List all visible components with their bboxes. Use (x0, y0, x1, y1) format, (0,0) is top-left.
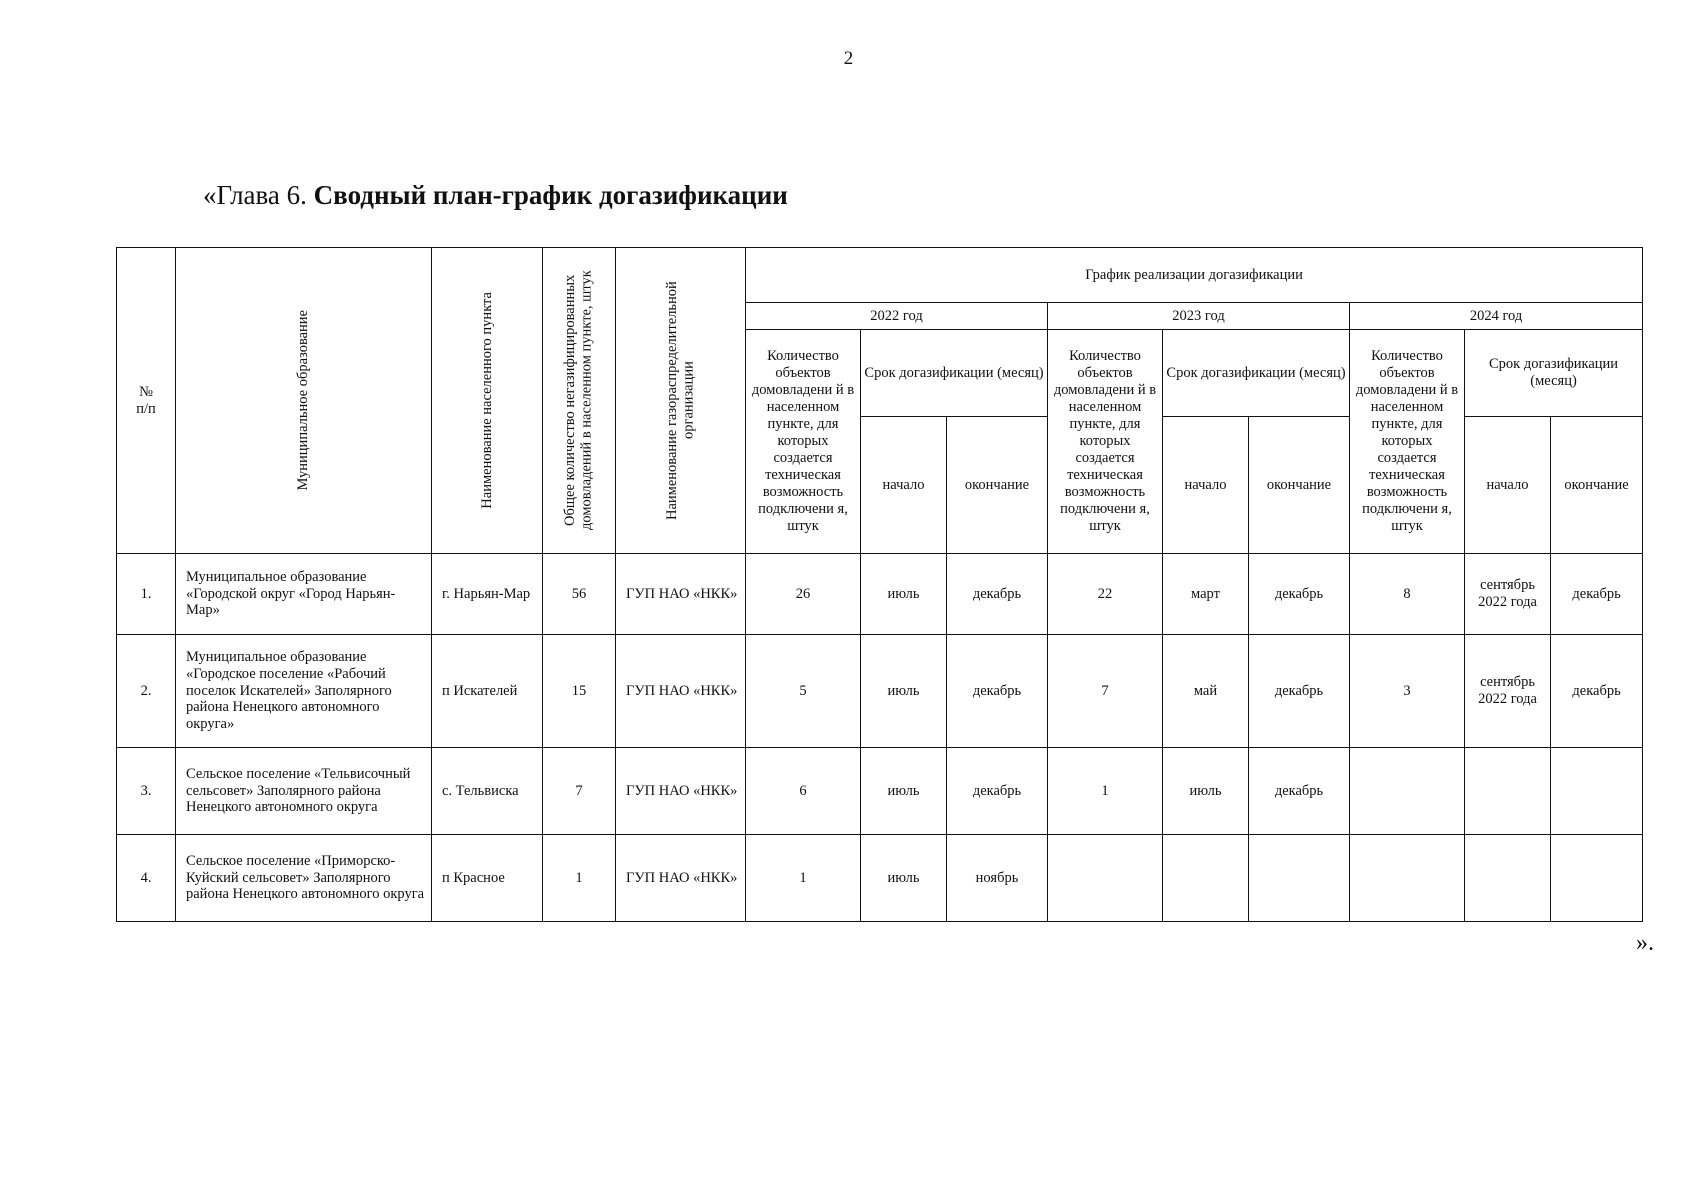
row-count-2022: 1 (746, 835, 861, 922)
row-num: 4. (117, 835, 176, 922)
row-end-2022: ноябрь (947, 835, 1048, 922)
count-2022-header: Количество объектов домовладени й в населенном пункте, для которых создается техническая возможность подключени я, штук (746, 330, 861, 554)
end-2022-header: окончание (947, 417, 1048, 554)
table-body (117, 554, 1643, 922)
row-start-2024 (1465, 748, 1551, 835)
table-row (117, 554, 1643, 635)
row-org: ГУП НАО «НКК» (616, 748, 746, 835)
row-start-2024: сентябрь 2022 года (1465, 635, 1551, 748)
row-count-2024 (1350, 835, 1465, 922)
row-org: ГУП НАО «НКК» (616, 835, 746, 922)
row-start-2022: июль (861, 635, 947, 748)
table-row (117, 835, 1643, 922)
page-number: 2 (843, 48, 854, 69)
table-row (117, 748, 1643, 835)
row-end-2023 (1249, 835, 1350, 922)
title-prefix: «Глава 6. (203, 180, 314, 210)
col-total-header: Общее количество негазифицированных домовладений в населенном пункте, штук (543, 248, 616, 554)
row-count-2024: 8 (1350, 554, 1465, 635)
row-start-2024 (1465, 835, 1551, 922)
row-org: ГУП НАО «НКК» (616, 554, 746, 635)
row-start-2023: май (1163, 635, 1249, 748)
count-2023-header: Количество объектов домовладени й в населенном пункте, для которых создается техническая возможность подключени я, штук (1048, 330, 1163, 554)
row-municipality: Сельское поселение «Тельвисочный сельсовет» Заполярного района Ненецкого автономного округа (176, 748, 432, 835)
row-total: 1 (543, 835, 616, 922)
row-end-2022: декабрь (947, 554, 1048, 635)
row-settlement: с. Тельвиска (432, 748, 543, 835)
row-end-2024 (1551, 748, 1643, 835)
row-count-2022: 26 (746, 554, 861, 635)
row-start-2023: март (1163, 554, 1249, 635)
row-total: 56 (543, 554, 616, 635)
row-start-2022: июль (861, 554, 947, 635)
row-settlement: п Искателей (432, 635, 543, 748)
row-org: ГУП НАО «НКК» (616, 635, 746, 748)
row-total: 15 (543, 635, 616, 748)
page-title (203, 180, 788, 211)
year-2023-header: 2023 год (1048, 303, 1350, 330)
row-count-2023: 22 (1048, 554, 1163, 635)
term-2023-header: Срок догазификации (месяц) (1163, 330, 1350, 417)
row-municipality: Сельское поселение «Приморско-Куйский сельсовет» Заполярного района Ненецкого автономного округа (176, 835, 432, 922)
row-num: 1. (117, 554, 176, 635)
row-start-2023 (1163, 835, 1249, 922)
col-municipality-header: Муниципальное образование (176, 248, 432, 554)
schedule-header: График реализации догазификации (746, 248, 1643, 303)
end-2023-header: окончание (1249, 417, 1350, 554)
table-header (117, 248, 1643, 554)
row-count-2023 (1048, 835, 1163, 922)
row-end-2022: декабрь (947, 748, 1048, 835)
term-2022-header: Срок догазификации (месяц) (861, 330, 1048, 417)
col-settlement-header: Наименование населенного пункта (432, 248, 543, 554)
count-2024-header: Количество объектов домовладени й в населенном пункте, для которых создается техническая возможность подключени я, штук (1350, 330, 1465, 554)
row-num: 3. (117, 748, 176, 835)
row-total: 7 (543, 748, 616, 835)
row-end-2024 (1551, 835, 1643, 922)
row-end-2023: декабрь (1249, 635, 1350, 748)
row-municipality: Муниципальное образование «Городской округ «Город Нарьян-Мар» (176, 554, 432, 635)
row-start-2022: июль (861, 835, 947, 922)
schedule-table (116, 247, 1643, 922)
closing-quote: ». (1636, 930, 1654, 956)
row-count-2022: 6 (746, 748, 861, 835)
title-bold: Сводный план-график догазификации (313, 180, 788, 210)
row-start-2024: сентябрь 2022 года (1465, 554, 1551, 635)
term-2024-header: Срок догазификации (месяц) (1465, 330, 1643, 417)
row-settlement: г. Нарьян-Мар (432, 554, 543, 635)
end-2024-header: окончание (1551, 417, 1643, 554)
col-num-header: № п/п (117, 248, 176, 554)
start-2024-header: начало (1465, 417, 1551, 554)
row-end-2023: декабрь (1249, 748, 1350, 835)
row-count-2023: 1 (1048, 748, 1163, 835)
row-start-2022: июль (861, 748, 947, 835)
row-end-2022: декабрь (947, 635, 1048, 748)
start-2022-header: начало (861, 417, 947, 554)
row-start-2023: июль (1163, 748, 1249, 835)
row-num: 2. (117, 635, 176, 748)
year-2022-header: 2022 год (746, 303, 1048, 330)
row-end-2023: декабрь (1249, 554, 1350, 635)
start-2023-header: начало (1163, 417, 1249, 554)
row-count-2022: 5 (746, 635, 861, 748)
col-org-header: Наименование газораспределительной организации (616, 248, 746, 554)
row-count-2024: 3 (1350, 635, 1465, 748)
row-municipality: Муниципальное образование «Городское поселение «Рабочий поселок Искателей» Заполярного района Ненецкого автономного округа» (176, 635, 432, 748)
row-end-2024: декабрь (1551, 554, 1643, 635)
table-row (117, 635, 1643, 748)
row-count-2023: 7 (1048, 635, 1163, 748)
year-2024-header: 2024 год (1350, 303, 1643, 330)
row-settlement: п Красное (432, 835, 543, 922)
row-end-2024: декабрь (1551, 635, 1643, 748)
row-count-2024 (1350, 748, 1465, 835)
